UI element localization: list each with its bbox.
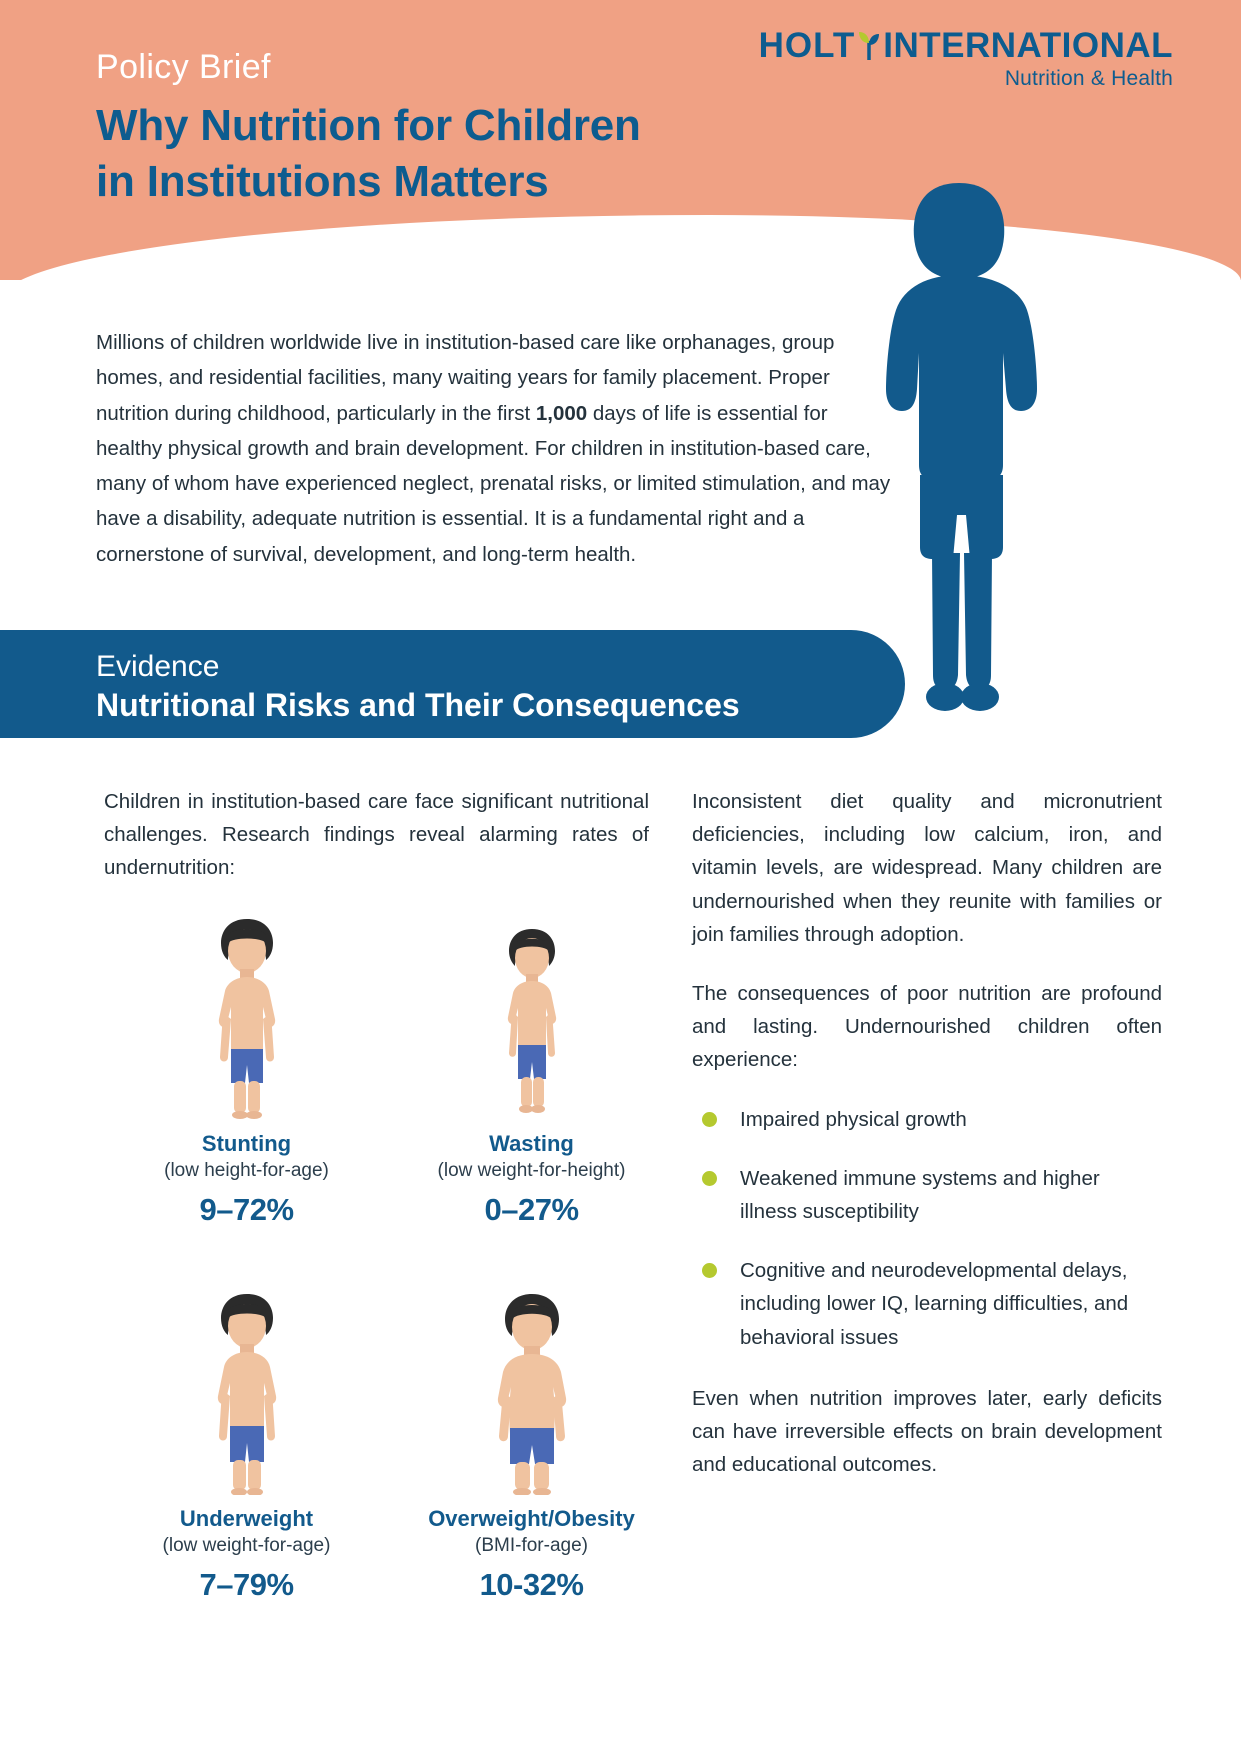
stat-cell-stunting [104, 915, 389, 1228]
right-column [692, 785, 1162, 1507]
overweight-figure-icon [389, 1290, 674, 1500]
bullet-dot-icon [702, 1112, 717, 1127]
consequences-list [692, 1103, 1162, 1354]
page-title [96, 98, 856, 211]
intro-highlight-1000: 1,000 [535, 401, 588, 425]
stat-value-underweight: 7–79% [199, 1567, 294, 1602]
list-item [692, 1254, 1162, 1354]
stat-sublabel-overweight-obesity: (BMI-for-age) [475, 1535, 588, 1556]
right-column-paragraph-3: Even when nutrition improves later, early deficits can have irreversible effects on brain development and educational outcomes. [692, 1386, 1162, 1477]
list-item-label: Impaired physical growth [740, 1107, 967, 1131]
stat-sublabel-wasting: (low weight-for-height) [437, 1160, 626, 1181]
logo-word-holt: HOLT [758, 26, 856, 65]
list-item [692, 1103, 1162, 1136]
stats-row-spacer [104, 1228, 674, 1290]
list-item-label: Weakened immune systems and higher illness susceptibility [740, 1166, 1100, 1224]
holt-international-logo [759, 28, 1173, 91]
underweight-figure-icon [104, 1290, 389, 1500]
stunting-figure-icon [104, 915, 389, 1125]
stat-value-wasting: 0–27% [484, 1192, 579, 1227]
policy-brief-eyebrow: Policy Brief [96, 48, 271, 86]
stat-cell-overweight-obesity [389, 1290, 674, 1603]
intro-text-part-1: Millions of children worldwide live in institution-based care like orphanages, group homes, and residential facilities, many waiting years for family placement. Proper nutrition during childhood, particularly in the first [96, 331, 835, 425]
stats-row-bottom [104, 1290, 674, 1603]
right-column-paragraph-1: Inconsistent diet quality and micronutrient deficiencies, including low calcium, iron, and vitamin levels, are widespread. Many children are undernourished when they reunite with families or join families through adoption. [692, 790, 1162, 946]
stat-sublabel-stunting: (low height-for-age) [164, 1160, 329, 1181]
evidence-title: Nutritional Risks and Their Consequences [96, 687, 740, 723]
page-title-line-2: in Institutions Matters [96, 157, 549, 207]
list-item [692, 1162, 1162, 1228]
stat-label-stunting: Stunting [201, 1131, 292, 1156]
logo-wordmark [759, 28, 1173, 63]
right-column-paragraph-2: The consequences of poor nutrition are profound and lasting. Undernourished children often experience: [692, 982, 1162, 1072]
leaf-icon [856, 31, 882, 61]
logo-tagline: Nutrition & Health [1004, 67, 1173, 90]
stat-sublabel-underweight: (low weight-for-age) [162, 1535, 331, 1556]
left-column [104, 785, 649, 885]
stat-cell-wasting [389, 915, 674, 1228]
stat-value-stunting: 9–72% [199, 1192, 294, 1227]
list-item-label: Cognitive and neurodevelopmental delays, including lower IQ, learning difficulties, and behavioral issues [740, 1259, 1129, 1349]
stat-label-wasting: Wasting [489, 1131, 574, 1156]
logo-word-international: INTERNATIONAL [883, 26, 1173, 65]
bullet-dot-icon [702, 1263, 717, 1278]
stat-value-overweight-obesity: 10-32% [479, 1567, 584, 1602]
stat-cell-underweight [104, 1290, 389, 1603]
left-column-lead-text: Children in institution-based care face significant nutritional challenges. Research findings reveal alarming rates of undernutrition: [104, 790, 649, 880]
evidence-label: Evidence [96, 650, 220, 683]
bullet-dot-icon [702, 1171, 717, 1186]
intro-paragraph [96, 325, 896, 572]
stat-label-overweight-obesity: Overweight/Obesity [428, 1506, 635, 1531]
page-title-line-1: Why Nutrition for Children [96, 101, 641, 150]
undernutrition-stats-grid [104, 915, 674, 1603]
stats-row-top [104, 915, 674, 1228]
wasting-figure-icon [389, 915, 674, 1125]
stat-label-underweight: Underweight [179, 1506, 314, 1531]
intro-text-part-2: days of life is essential for healthy physical growth and brain development. For children in institution-based care, many of whom have experienced neglect, prenatal risks, or limited stimulation, and may have a disability, adequate nutrition is essential. It is a fundamental right and a cornerstone of survival, development, and long-term health. [96, 401, 891, 566]
